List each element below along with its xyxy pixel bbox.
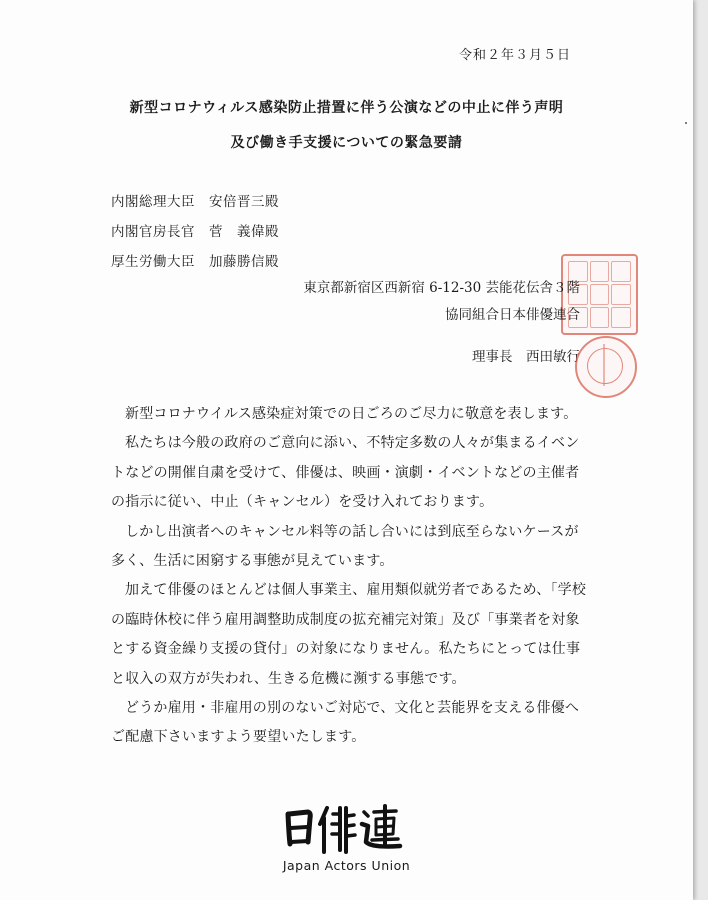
body-paragraph: 新型コロナウイルス感染症対策での日ごろのご尽力に敬意を表します。	[125, 406, 578, 422]
body-paragraph: どうか雇用・非雇用の別のないご対応で、文化と芸能界を支える俳優へご配慮下さいますよう要望いたします。	[111, 700, 580, 746]
addressee-health-minister: 厚生労働大臣 加藤勝信殿	[111, 254, 279, 270]
logo-name-text: Japan Actors Union	[282, 858, 411, 873]
sender-address: 東京都新宿区西新宿 6-12-30 芸能花伝舎３階	[303, 280, 580, 296]
letter-date: 令和２年３月５日	[458, 48, 571, 63]
sender-organization: 協同組合日本俳優連合	[445, 307, 580, 323]
addressee-prime-minister: 内閣総理大臣 安倍晋三殿	[111, 194, 279, 210]
stray-mark	[685, 122, 687, 124]
sender-representative: 理事長 西田敏行	[472, 349, 580, 365]
body-paragraph: 加えて俳優のほとんどは個人事業主、雇用類似就労者であるため、「学校の臨時休校に伴う雇用調整助成制度の拡充補完対策」及び「事業者を対象とする資金繰り支援の貸付」の対象になりません。私たちにとっては仕事と収入の双方が失われ、生きる危機に瀕する事態です。	[111, 582, 587, 687]
letter-body	[111, 400, 591, 753]
personal-seal-stamp	[575, 336, 637, 398]
letter-title-line-2: 及び働き手支援についての緊急要請	[230, 135, 463, 151]
letter-title-line-1: 新型コロナウィルス感染防止措置に伴う公演などの中止に伴う声明	[129, 100, 564, 116]
body-paragraph: 私たちは今般の政府のご意向に添い、不特定多数の人々が集まるイベントなどの開催自粛を受けて、俳優は、映画・演劇・イベントなどの主催者の指示に従い、中止（キャンセル）を受け入れております。	[111, 435, 580, 511]
addressee-chief-cabinet-secretary: 内閣官房長官 菅 義偉殿	[111, 224, 279, 240]
japan-actors-union-logo-mark	[280, 802, 410, 856]
body-paragraph: しかし出演者へのキャンセル料等の話し合いには到底至らないケースが多く、生活に困窮する事態が見えています。	[111, 523, 579, 570]
